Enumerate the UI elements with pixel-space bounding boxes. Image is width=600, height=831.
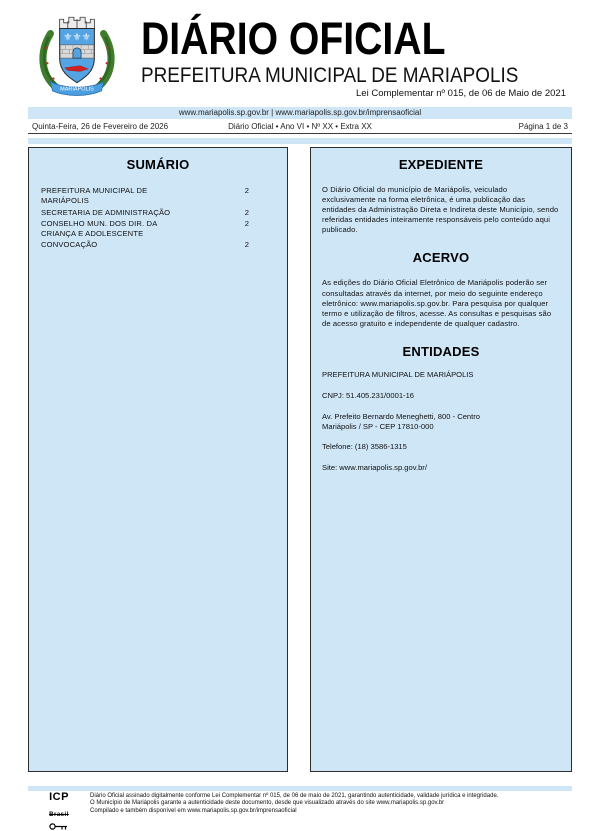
mural-crown [60, 17, 95, 28]
expediente-text: O Diário Oficial do município de Mariápolis, veiculado exclusivamente na forma eletrônica, é uma publicação das entidades da Administração Direta e Indireta deste Município, sendo referidas entidades inteiramente responsáveis pelo conteúdo aqui publicado. [322, 185, 559, 235]
edition-label: Diário Oficial • Ano VI • Nº XX • Extra XX [228, 122, 372, 131]
footer-legal-text [90, 792, 498, 831]
entity-site[interactable]: Site: www.mariapolis.sp.gov.br/ [322, 463, 427, 473]
toc-item-label: PREFEITURA MUNICIPAL DE MARIÁPOLIS [41, 186, 148, 206]
entity-details [311, 370, 571, 473]
law-reference: Lei Complementar nº 015, de 06 de Maio de 2021 [356, 88, 566, 99]
masthead [141, 13, 581, 88]
fleur-de-lis-row [63, 33, 91, 44]
icp-logo-subtext: Brasil [49, 812, 69, 818]
website-links-bar [28, 107, 572, 119]
divider-bar [28, 138, 572, 144]
toc-item[interactable] [41, 240, 275, 250]
entity-address-line2: Mariápolis / SP - CEP 17810-000 [322, 421, 434, 431]
entity-name: PREFEITURA MUNICIPAL DE MARIÁPOLIS [322, 369, 474, 379]
municipal-coat-of-arms-logo [34, 7, 120, 99]
expediente-box [310, 147, 572, 772]
toc-item[interactable] [41, 208, 275, 218]
toc-item-label: CONSELHO MUN. DOS DIR. DA CRIANÇA E ADOLESCENTE [41, 218, 157, 238]
icp-logo-text: ICP [49, 791, 69, 803]
toc-item[interactable] [41, 186, 275, 207]
footer-line: Compilado e também disponível em www.mariapolis.sp.gov.br/imprensaoficial [90, 807, 297, 814]
svg-text:⚜: ⚜ [81, 32, 91, 44]
website-links[interactable]: www.mariapolis.sp.gov.br | www.mariapolis.sp.gov.br/imprensaoficial [178, 108, 422, 117]
toc-item-label: SECRETARIA DE ADMINISTRAÇÃO [41, 207, 171, 217]
edition-info-row [28, 119, 572, 134]
acervo-text: As edições do Diário Oficial Eletrônico de Mariápolis poderão ser consultadas através da internet, por meio do seguinte endereço eletrônico: www.mariapolis.sp.gov.br. Para pesquisa por qualquer termo e utilização de filtros, acesse. As consultas e pesquisas são de acesso gratuito e independente de qualquer cadastro. [322, 278, 552, 328]
key-icon [49, 822, 69, 831]
expediente-heading: EXPEDIENTE [398, 157, 484, 172]
toc-item-page: 2 [244, 218, 249, 228]
footer-line: O Município de Mariápolis garante a autenticidade deste documento, desde que visualizado através do site www.mariapolis.sp.gov.br [90, 800, 445, 807]
entity-address: Av. Prefeito Bernardo Meneghetti, 800 - Centro [322, 411, 481, 421]
entidades-heading: ENTIDADES [402, 343, 480, 359]
ribbon [50, 82, 103, 96]
castle-wall [60, 45, 94, 58]
toc-item[interactable] [41, 219, 275, 240]
toc-item-page: 2 [244, 240, 249, 250]
svg-text:⚜: ⚜ [72, 32, 82, 44]
entity-phone: Telefone: (18) 3586-1315 [322, 442, 407, 452]
acervo-heading: ACERVO [412, 250, 470, 266]
gate-arch [73, 48, 81, 58]
toc-item-page: 2 [244, 186, 249, 195]
sumario-heading: SUMÁRIO [126, 157, 190, 172]
page-subtitle: PREFEITURA MUNICIPAL DE MARIAPOLIS [141, 63, 519, 87]
icp-brasil-logo [38, 792, 80, 831]
toc-item-label: CONVOCAÇÃO [41, 240, 98, 250]
table-of-contents [29, 186, 287, 251]
entity-cnpj: CNPJ: 51.405.231/0001-16 [322, 390, 415, 400]
footer-line: Diário Oficial assinado digitalmente conforme Lei Complementar nº 015, de 06 de maio de 2021, garantindo autenticidade, validade jurídica e integridade. [90, 793, 499, 799]
svg-text:⚜: ⚜ [63, 32, 73, 44]
page-title: DIÁRIO OFICIAL [141, 13, 446, 64]
sumario-box [28, 147, 288, 772]
footer-divider-bar [28, 786, 572, 791]
ribbon-text: MARIÁPOLIS [60, 86, 94, 93]
edition-date: Quinta-Feira, 26 de Fevereiro de 2026 [32, 122, 169, 131]
toc-item-page: 2 [244, 207, 249, 217]
page-indicator: Página 1 de 3 [518, 122, 568, 131]
footer [38, 792, 578, 831]
